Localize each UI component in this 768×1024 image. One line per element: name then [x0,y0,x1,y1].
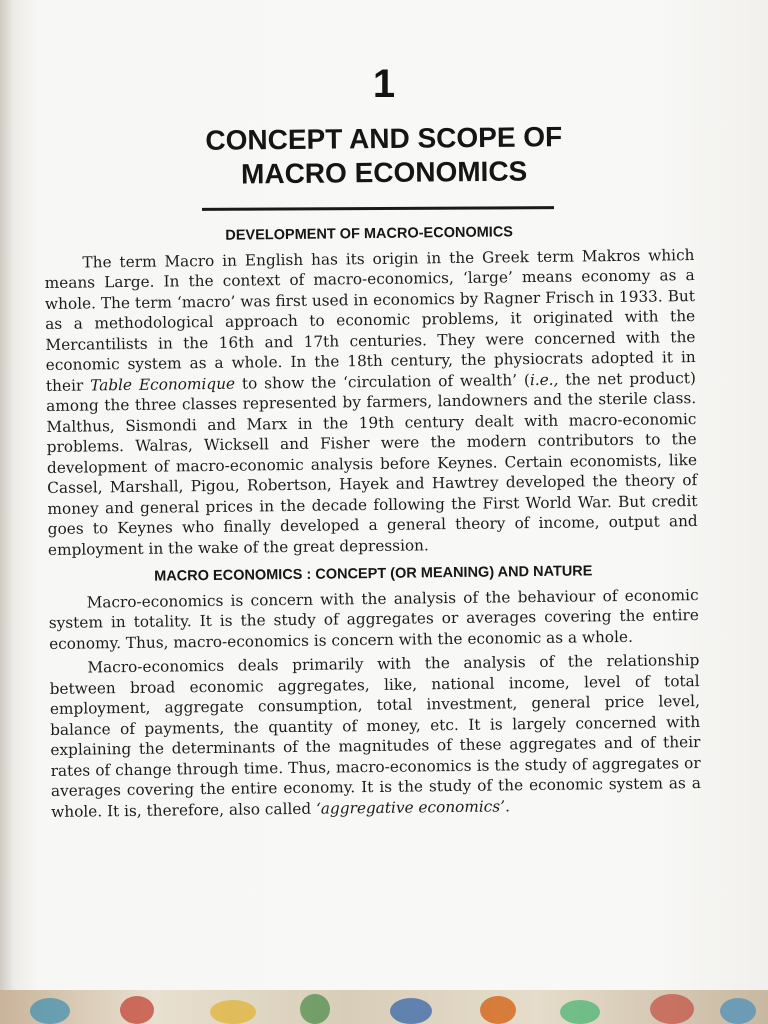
page-content [44,216,701,826]
title-rule [202,206,554,211]
paragraph-text: . [504,796,510,815]
italic-ie: i.e., [529,370,559,389]
section-heading-concept: MACRO ECONOMICS : CONCEPT (OR MEANING) AND NATURE [154,563,593,585]
italic-term-table-economique: Table Economique [90,374,236,394]
chapter-title: CONCEPT AND SCOPE OF MACRO ECONOMICS [205,121,563,190]
paragraph-development [44,245,698,560]
paragraph-text: Macro-economics deals primarily with the analysis of the relationship between broad economic aggregates, like, national income, level of total employment, aggregate consumption, total investment, general price level, balance of payments, the quantity of money, etc. It is largely concerned with explaining the determinants of the magnitudes of these aggregates and of their rates of change through time. Thus, macro-economics is the study of aggregates or averages covering the entire economy. It is the study of the economic system as a whole. It is, therefore, also called [49,651,701,821]
paragraph-text: the net product) among the three classes represented by farmers, landowners and the sterile class. Malthus, Sismondi and Marx in the 19th century dealt with macro-economic problems. Walras, Wicksell and Fisher were the modern contributors to the development of macro-economic analysis before Keynes. Certain economists, like Cassel, Marshall, Pigou, Robertson, Hayek and Hawtrey developed the theory of money and general prices in the decade following the First World War. But credit goes to Keynes who finally developed a general theory of income, output and employment in the wake of the great depression. [46,368,698,559]
paragraph-text: to show the ‘circulation of wealth’ ( [234,370,530,393]
paragraph-text: The term Macro in English has its origin in the Greek term Makros which means Large. In the context of macro-economics, ‘large’ means economy as a whole. The term ‘macro’ was first used in economics by Ragner Frisch in 1933. But as a methodological approach to economic problems, it originated with the Mercantilists in the 16th and 17th centuries. They were concerned with the economic system as a whole. In the 18th century, the physiocrats adopted it in their [44,245,696,395]
italic-term-aggregative-economics: ‘aggregative economics’ [315,796,506,818]
section-heading-development: DEVELOPMENT OF MACRO-ECONOMICS [225,224,514,244]
fabric-background [0,990,768,1024]
chapter-number: 1 [372,62,396,106]
paragraph-concept-2 [49,650,701,822]
paragraph-concept-1: Macro-economics is concern with the analysis of the behaviour of economic system in totality. It is the study of aggregates or averages covering the entire economy. Thus, macro-economics is concern with the economic as a whole. [48,585,699,653]
